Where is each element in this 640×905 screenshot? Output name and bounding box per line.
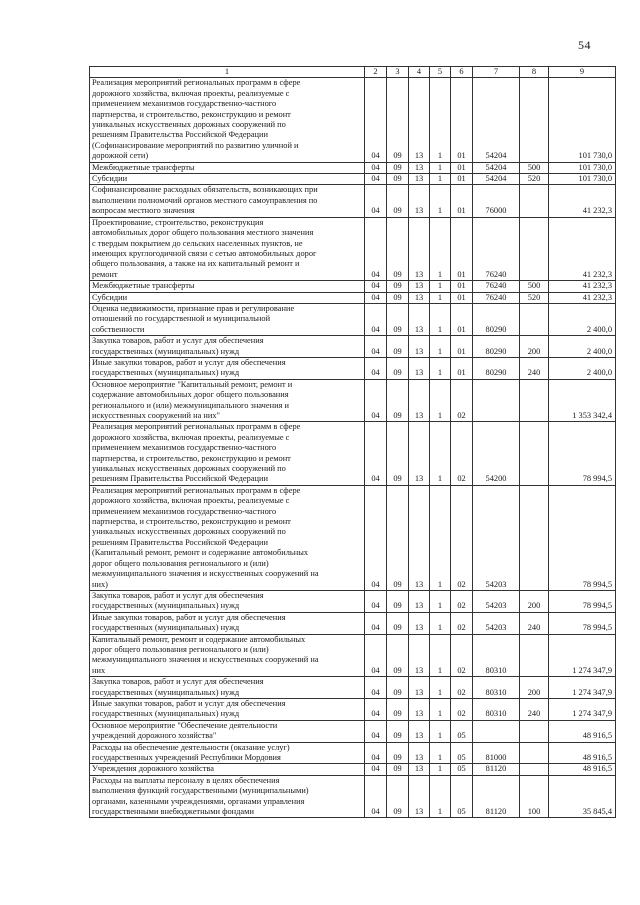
- code-program: 13: [409, 742, 430, 764]
- code-section: 04: [365, 612, 387, 634]
- code-expense-type: 500: [520, 162, 549, 173]
- table-row: [90, 281, 616, 292]
- amount: 101 730,0: [549, 78, 616, 162]
- table-row: [90, 720, 616, 742]
- code-subprogram: 1: [430, 162, 451, 173]
- code-expense-type: [520, 379, 549, 422]
- table-row: [90, 677, 616, 699]
- code-section: 04: [365, 357, 387, 379]
- code-expense-type: [520, 764, 549, 775]
- code-subprogram: 1: [430, 185, 451, 217]
- amount: 41 232,3: [549, 185, 616, 217]
- code-program: 13: [409, 764, 430, 775]
- amount: 48 916,5: [549, 764, 616, 775]
- code-subprogram: 1: [430, 357, 451, 379]
- code-expense-type: 520: [520, 174, 549, 185]
- code-expense-direction: 54204: [473, 174, 520, 185]
- table-row: [90, 485, 616, 590]
- amount: 41 232,3: [549, 292, 616, 303]
- code-section: 04: [365, 78, 387, 162]
- code-expense-type: 200: [520, 336, 549, 358]
- code-program: 13: [409, 698, 430, 720]
- code-expense-type: [520, 185, 549, 217]
- table-header: [90, 67, 616, 78]
- row-description: Субсидии: [90, 174, 365, 185]
- amount: 2 400,0: [549, 336, 616, 358]
- code-subprogram: 1: [430, 677, 451, 699]
- code-program: 13: [409, 677, 430, 699]
- code-expense-type: [520, 78, 549, 162]
- code-subprogram: 1: [430, 742, 451, 764]
- row-description: Субсидии: [90, 292, 365, 303]
- row-description: Капитальный ремонт, ремонт и содержание автомобильных дорог общего пользования регионального и (или) межмуниципального значения и искусственных сооружений на них: [90, 634, 365, 677]
- table-row: [90, 764, 616, 775]
- code-subsection: 09: [387, 764, 409, 775]
- code-program: 13: [409, 281, 430, 292]
- row-description: Межбюджетные трансферты: [90, 162, 365, 173]
- amount: 41 232,3: [549, 217, 616, 280]
- code-main-activity: 02: [451, 379, 473, 422]
- table-row: [90, 634, 616, 677]
- code-program: 13: [409, 485, 430, 590]
- code-subprogram: 1: [430, 174, 451, 185]
- code-expense-type: 100: [520, 775, 549, 818]
- amount: 48 916,5: [549, 720, 616, 742]
- code-section: 04: [365, 634, 387, 677]
- amount: 78 994,5: [549, 612, 616, 634]
- code-subsection: 09: [387, 634, 409, 677]
- code-main-activity: 01: [451, 185, 473, 217]
- code-section: 04: [365, 185, 387, 217]
- code-main-activity: 05: [451, 764, 473, 775]
- code-expense-direction: 81000: [473, 742, 520, 764]
- code-main-activity: 02: [451, 612, 473, 634]
- code-subsection: 09: [387, 185, 409, 217]
- code-section: 04: [365, 303, 387, 335]
- row-description: Учреждения дорожного хозяйства: [90, 764, 365, 775]
- code-program: 13: [409, 78, 430, 162]
- code-expense-type: [520, 720, 549, 742]
- page-number: 54: [578, 38, 591, 52]
- table-row: [90, 357, 616, 379]
- code-section: 04: [365, 217, 387, 280]
- code-main-activity: 01: [451, 217, 473, 280]
- budget-table: [89, 66, 616, 818]
- code-subsection: 09: [387, 217, 409, 280]
- amount: 35 845,4: [549, 775, 616, 818]
- code-expense-direction: 80310: [473, 634, 520, 677]
- code-subsection: 09: [387, 303, 409, 335]
- code-expense-direction: 76000: [473, 185, 520, 217]
- code-subprogram: 1: [430, 612, 451, 634]
- code-section: 04: [365, 174, 387, 185]
- code-main-activity: 02: [451, 485, 473, 590]
- code-main-activity: 01: [451, 174, 473, 185]
- table-row: [90, 775, 616, 818]
- code-expense-direction: 80290: [473, 357, 520, 379]
- code-main-activity: 01: [451, 303, 473, 335]
- code-section: 04: [365, 742, 387, 764]
- code-expense-direction: 80310: [473, 677, 520, 699]
- row-description: Закупка товаров, работ и услуг для обеспечения государственных (муниципальных) нужд: [90, 590, 365, 612]
- amount: 101 730,0: [549, 174, 616, 185]
- code-program: 13: [409, 336, 430, 358]
- amount: 1 274 347,9: [549, 634, 616, 677]
- code-section: 04: [365, 764, 387, 775]
- code-subsection: 09: [387, 612, 409, 634]
- code-program: 13: [409, 720, 430, 742]
- row-description: Реализация мероприятий региональных программ в сфере дорожного хозяйства, включая проекты, реализуемые с применением механизмов государственно-частного партнерства, и строительство, реконструкцию и ремонт уникальных искусственных дорожных сооружений по решениям Правительства Российской Федерации (Капитальный ремонт, ремонт и содержание автомобильных дорог общего пользования регионального и (или) межмуниципального значения и искусственных сооружений на них): [90, 485, 365, 590]
- row-description: Иные закупки товаров, работ и услуг для обеспечения государственных (муниципальных) нужд: [90, 612, 365, 634]
- code-section: 04: [365, 422, 387, 485]
- code-subprogram: 1: [430, 281, 451, 292]
- table-row: [90, 185, 616, 217]
- code-subprogram: 1: [430, 764, 451, 775]
- code-program: 13: [409, 775, 430, 818]
- header-row: [90, 67, 616, 78]
- column-header: 7: [473, 67, 520, 78]
- code-expense-type: [520, 485, 549, 590]
- column-header: 3: [387, 67, 409, 78]
- table-row: [90, 217, 616, 280]
- code-expense-type: [520, 217, 549, 280]
- table-row: [90, 698, 616, 720]
- code-subprogram: 1: [430, 292, 451, 303]
- code-subsection: 09: [387, 720, 409, 742]
- column-header: 5: [430, 67, 451, 78]
- row-description: Софинансирование расходных обязательств, возникающих при выполнении полномочий органов местного самоуправления по вопросам местного значения: [90, 185, 365, 217]
- amount: 1 353 342,4: [549, 379, 616, 422]
- code-expense-direction: 76240: [473, 292, 520, 303]
- amount: 41 232,3: [549, 281, 616, 292]
- table-row: [90, 292, 616, 303]
- table-row: [90, 303, 616, 335]
- code-main-activity: 02: [451, 677, 473, 699]
- code-subsection: 09: [387, 281, 409, 292]
- code-subsection: 09: [387, 698, 409, 720]
- code-program: 13: [409, 590, 430, 612]
- code-expense-type: 240: [520, 357, 549, 379]
- code-program: 13: [409, 292, 430, 303]
- code-section: 04: [365, 698, 387, 720]
- code-subprogram: 1: [430, 217, 451, 280]
- row-description: Иные закупки товаров, работ и услуг для обеспечения государственных (муниципальных) нужд: [90, 357, 365, 379]
- code-subsection: 09: [387, 379, 409, 422]
- code-subsection: 09: [387, 336, 409, 358]
- amount: 1 274 347,9: [549, 677, 616, 699]
- code-subsection: 09: [387, 162, 409, 173]
- code-subprogram: 1: [430, 422, 451, 485]
- row-description: Межбюджетные трансферты: [90, 281, 365, 292]
- code-main-activity: 05: [451, 742, 473, 764]
- code-program: 13: [409, 174, 430, 185]
- column-header: 2: [365, 67, 387, 78]
- code-section: 04: [365, 775, 387, 818]
- code-main-activity: 05: [451, 775, 473, 818]
- code-expense-type: [520, 422, 549, 485]
- row-description: Реализация мероприятий региональных программ в сфере дорожного хозяйства, включая проекты, реализуемые с применением механизмов государственно-частного партнерства, и строительство, реконструкцию и ремонт уникальных искусственных дорожных сооружений по решениям Правительства Российской Федерации: [90, 422, 365, 485]
- code-expense-direction: 76240: [473, 217, 520, 280]
- table-row: [90, 742, 616, 764]
- row-description: Основное мероприятие "Обеспечение деятельности учреждений дорожного хозяйства": [90, 720, 365, 742]
- table-row: [90, 336, 616, 358]
- amount: 48 916,5: [549, 742, 616, 764]
- code-subsection: 09: [387, 775, 409, 818]
- code-section: 04: [365, 677, 387, 699]
- amount: 78 994,5: [549, 485, 616, 590]
- column-header: 6: [451, 67, 473, 78]
- code-section: 04: [365, 720, 387, 742]
- code-expense-direction: 54203: [473, 590, 520, 612]
- code-subprogram: 1: [430, 720, 451, 742]
- code-expense-type: [520, 634, 549, 677]
- code-main-activity: 05: [451, 720, 473, 742]
- code-main-activity: 02: [451, 422, 473, 485]
- code-program: 13: [409, 357, 430, 379]
- code-program: 13: [409, 422, 430, 485]
- code-program: 13: [409, 185, 430, 217]
- table-row: [90, 174, 616, 185]
- code-program: 13: [409, 303, 430, 335]
- code-subprogram: 1: [430, 634, 451, 677]
- code-program: 13: [409, 379, 430, 422]
- code-section: 04: [365, 590, 387, 612]
- code-section: 04: [365, 379, 387, 422]
- code-expense-type: [520, 303, 549, 335]
- code-main-activity: 02: [451, 698, 473, 720]
- code-subprogram: 1: [430, 590, 451, 612]
- code-subsection: 09: [387, 357, 409, 379]
- row-description: Иные закупки товаров, работ и услуг для обеспечения государственных (муниципальных) нужд: [90, 698, 365, 720]
- code-expense-direction: 54204: [473, 78, 520, 162]
- code-expense-direction: 54200: [473, 422, 520, 485]
- code-expense-type: 520: [520, 292, 549, 303]
- code-expense-direction: 80290: [473, 303, 520, 335]
- code-expense-direction: 80310: [473, 698, 520, 720]
- row-description: Закупка товаров, работ и услуг для обеспечения государственных (муниципальных) нужд: [90, 677, 365, 699]
- column-header: 9: [549, 67, 616, 78]
- row-description: Основное мероприятие "Капитальный ремонт, ремонт и содержание автомобильных дорог общего пользования регионального и (или) межмуниципального значения и искусственных сооружений на них": [90, 379, 365, 422]
- code-subsection: 09: [387, 292, 409, 303]
- amount: 2 400,0: [549, 303, 616, 335]
- code-expense-type: 240: [520, 698, 549, 720]
- code-expense-type: 200: [520, 677, 549, 699]
- row-description: Закупка товаров, работ и услуг для обеспечения государственных (муниципальных) нужд: [90, 336, 365, 358]
- code-main-activity: 02: [451, 634, 473, 677]
- code-section: 04: [365, 485, 387, 590]
- column-header: 1: [90, 67, 365, 78]
- row-description: Расходы на обеспечение деятельности (оказание услуг) государственных учреждений Республики Мордовия: [90, 742, 365, 764]
- table-body: [90, 78, 616, 818]
- amount: 101 730,0: [549, 162, 616, 173]
- code-main-activity: 01: [451, 357, 473, 379]
- code-expense-direction: 81120: [473, 764, 520, 775]
- code-subprogram: 1: [430, 775, 451, 818]
- column-header: 8: [520, 67, 549, 78]
- table-row: [90, 379, 616, 422]
- code-section: 04: [365, 162, 387, 173]
- code-expense-direction: [473, 720, 520, 742]
- code-subsection: 09: [387, 677, 409, 699]
- code-main-activity: 02: [451, 590, 473, 612]
- code-subprogram: 1: [430, 303, 451, 335]
- code-section: 04: [365, 281, 387, 292]
- code-subsection: 09: [387, 422, 409, 485]
- row-description: Оценка недвижимости, признание прав и регулирование отношений по государственной и муниципальной собственности: [90, 303, 365, 335]
- code-subsection: 09: [387, 174, 409, 185]
- code-main-activity: 01: [451, 162, 473, 173]
- code-subprogram: 1: [430, 485, 451, 590]
- code-section: 04: [365, 292, 387, 303]
- amount: 78 994,5: [549, 422, 616, 485]
- code-expense-direction: [473, 379, 520, 422]
- code-main-activity: 01: [451, 281, 473, 292]
- amount: 1 274 347,9: [549, 698, 616, 720]
- table-row: [90, 162, 616, 173]
- code-subsection: 09: [387, 742, 409, 764]
- code-expense-direction: 76240: [473, 281, 520, 292]
- code-expense-type: 200: [520, 590, 549, 612]
- code-program: 13: [409, 634, 430, 677]
- table-row: [90, 78, 616, 162]
- code-expense-direction: 54203: [473, 612, 520, 634]
- code-subsection: 09: [387, 590, 409, 612]
- row-description: Расходы на выплаты персоналу в целях обеспечения выполнения функций государственными (муниципальными) органами, казенными учреждениями, органами управления государственными внебюджетными фондами: [90, 775, 365, 818]
- code-expense-direction: 54203: [473, 485, 520, 590]
- code-program: 13: [409, 162, 430, 173]
- code-expense-type: [520, 742, 549, 764]
- code-expense-direction: 54204: [473, 162, 520, 173]
- code-main-activity: 01: [451, 292, 473, 303]
- code-main-activity: 01: [451, 78, 473, 162]
- code-section: 04: [365, 336, 387, 358]
- amount: 2 400,0: [549, 357, 616, 379]
- table-row: [90, 590, 616, 612]
- code-subprogram: 1: [430, 336, 451, 358]
- column-header: 4: [409, 67, 430, 78]
- amount: 78 994,5: [549, 590, 616, 612]
- code-subprogram: 1: [430, 698, 451, 720]
- code-subprogram: 1: [430, 78, 451, 162]
- code-subsection: 09: [387, 485, 409, 590]
- row-description: Проектирование, строительство, реконструкция автомобильных дорог общего пользования местного значения с твердым покрытием до сельских населенных пунктов, не имеющих круглогодичной связи с сетью автомобильных дорог общего пользования, а также на их капитальный ремонт и ремонт: [90, 217, 365, 280]
- table-row: [90, 612, 616, 634]
- code-program: 13: [409, 612, 430, 634]
- code-main-activity: 01: [451, 336, 473, 358]
- code-subsection: 09: [387, 78, 409, 162]
- code-expense-type: 240: [520, 612, 549, 634]
- code-expense-direction: 80290: [473, 336, 520, 358]
- code-subprogram: 1: [430, 379, 451, 422]
- code-expense-direction: 81120: [473, 775, 520, 818]
- table-row: [90, 422, 616, 485]
- code-expense-type: 500: [520, 281, 549, 292]
- row-description: Реализация мероприятий региональных программ в сфере дорожного хозяйства, включая проекты, реализуемые с применением механизмов государственно-частного партнерства, и строительство, реконструкцию и ремонт уникальных искусственных дорожных сооружений по решениям Правительства Российской Федерации (Софинансирование мероприятий по развитию уличной и дорожной сети): [90, 78, 365, 162]
- code-program: 13: [409, 217, 430, 280]
